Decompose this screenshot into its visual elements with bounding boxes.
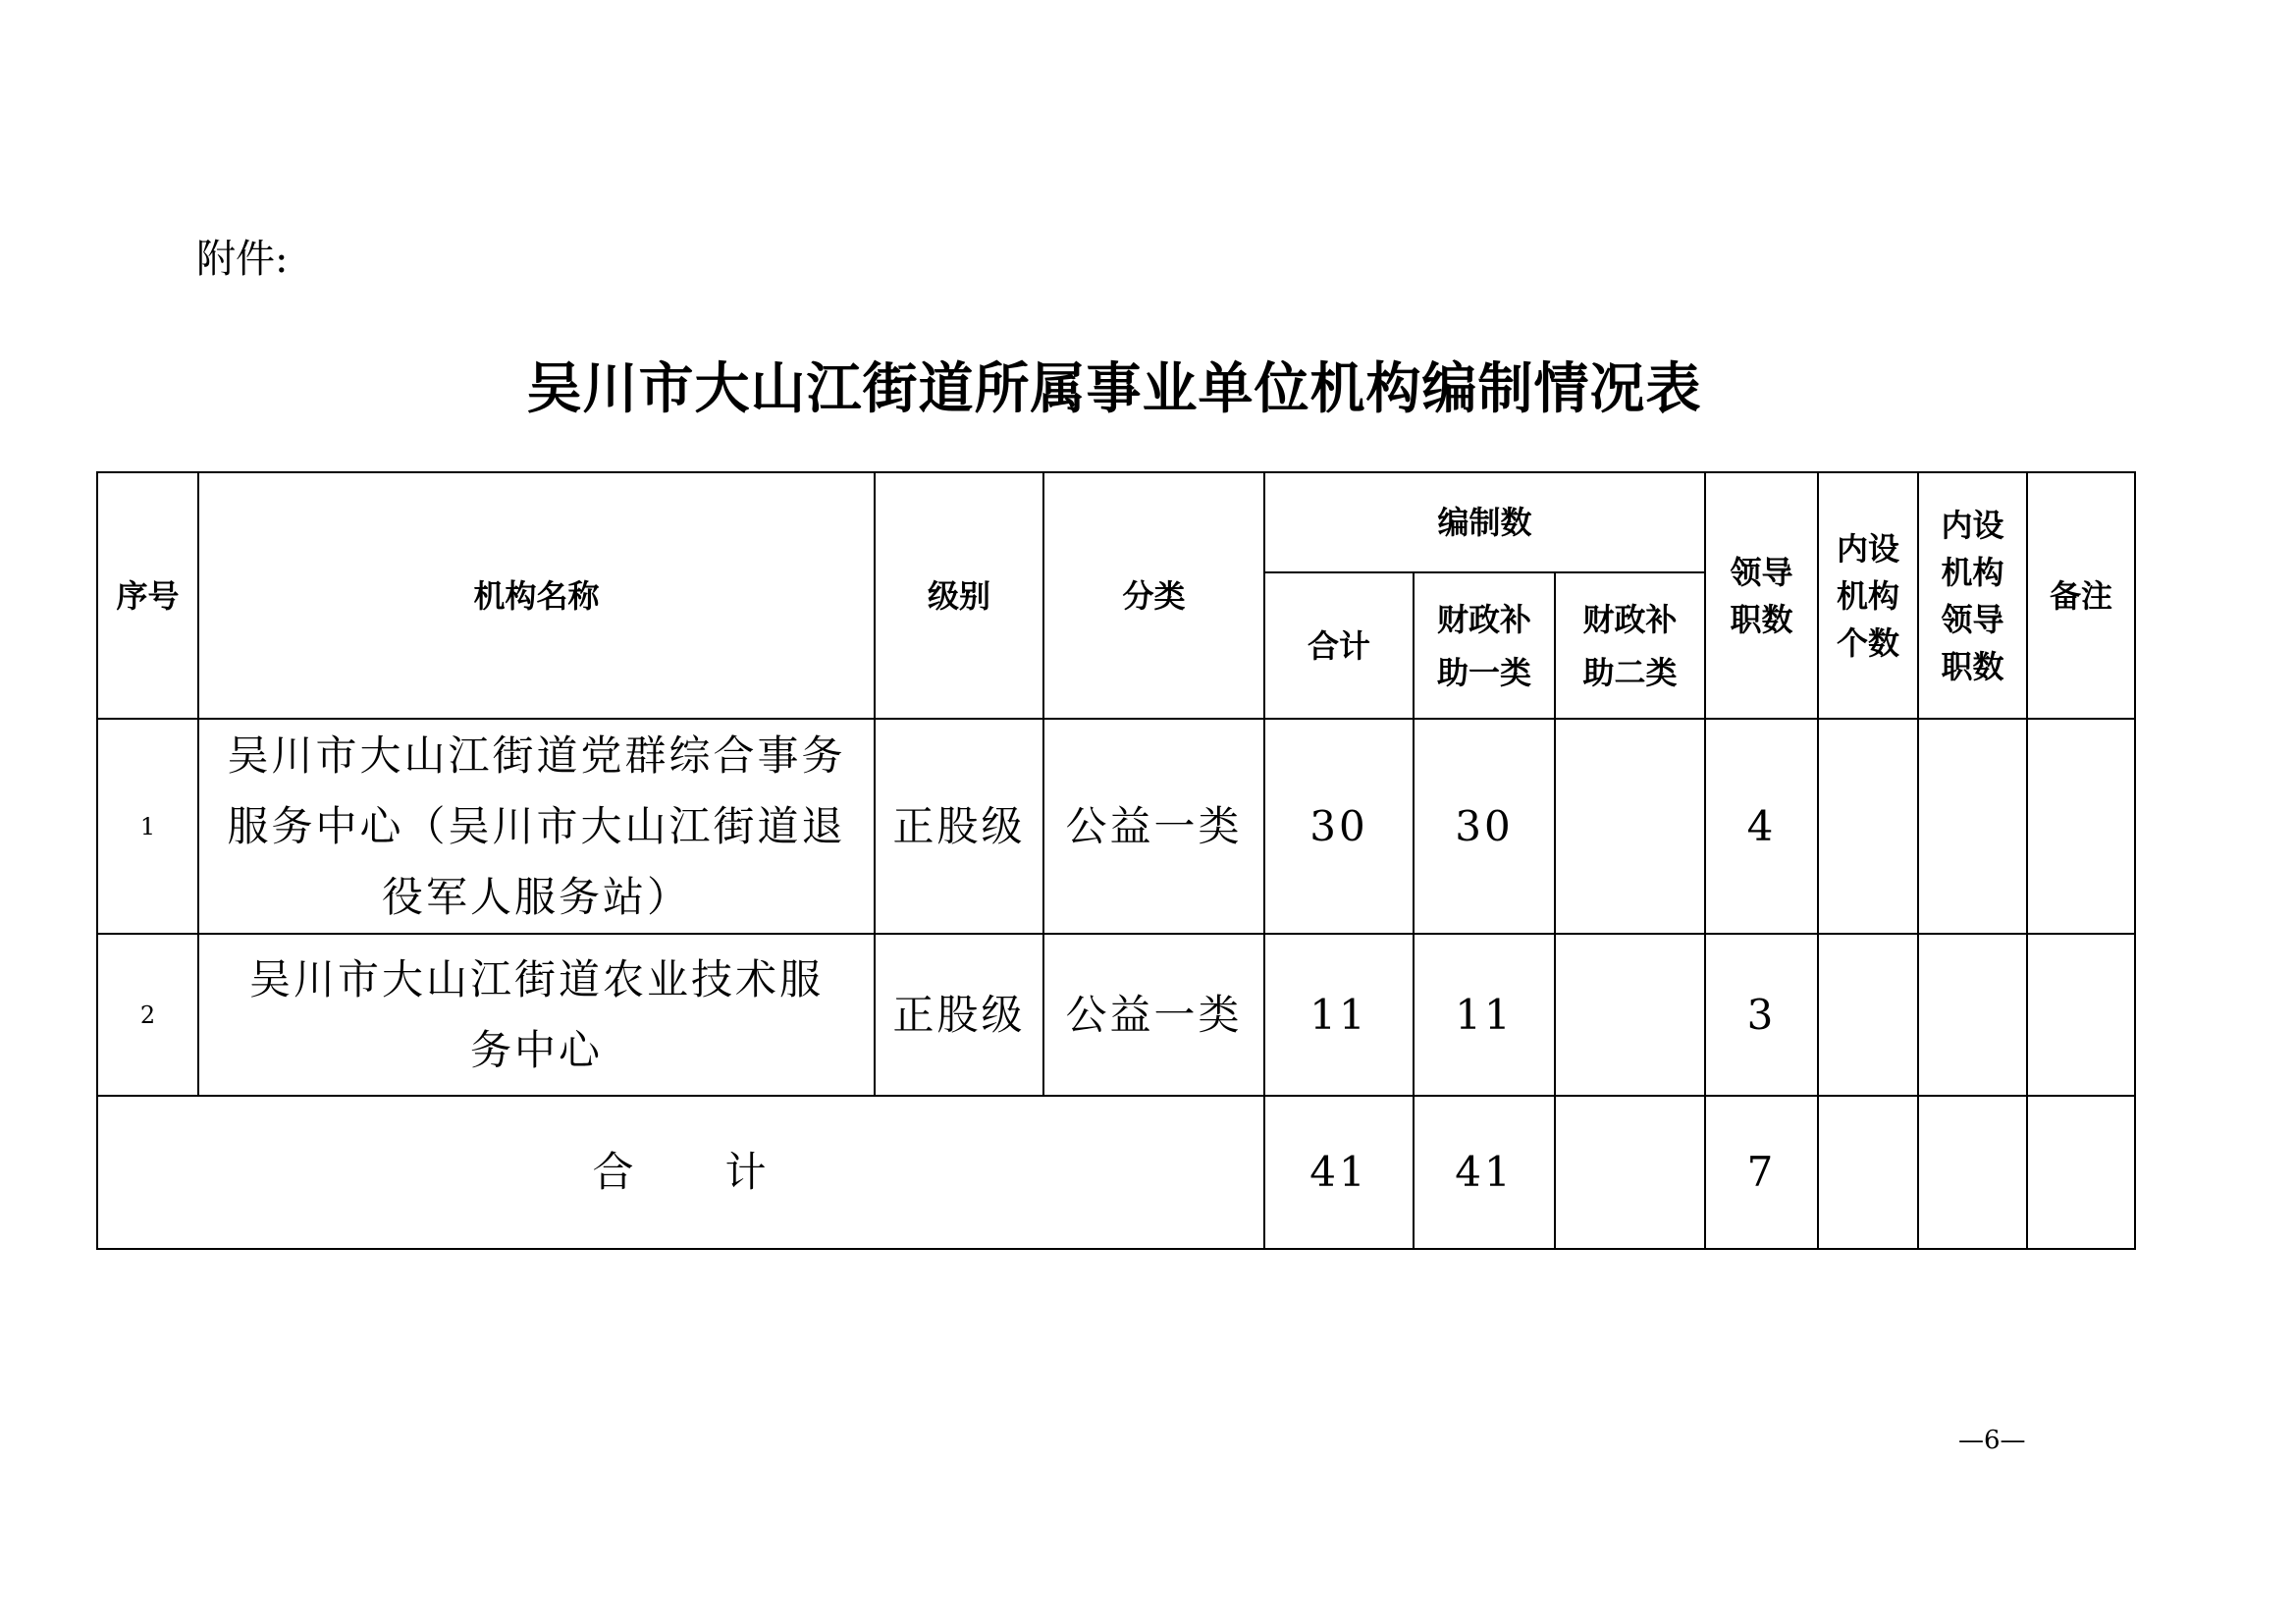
summary-leaders: 7 xyxy=(1705,1096,1818,1249)
header-level: 级别 xyxy=(875,472,1043,719)
cell-index: 1 xyxy=(97,719,198,934)
cell-name: 吴川市大山江街道党群综合事务服务中心（吴川市大山江街道退役军人服务站） xyxy=(198,719,875,934)
table-row xyxy=(97,934,2135,1096)
summary-remarks xyxy=(2027,1096,2135,1249)
cell-fiscal2 xyxy=(1555,719,1705,934)
cell-remarks xyxy=(2027,934,2135,1096)
summary-internal-units xyxy=(1818,1096,1918,1249)
cell-leaders: 4 xyxy=(1705,719,1818,934)
cell-index: 2 xyxy=(97,934,198,1096)
cell-name: 吴川市大山江街道农业技术服务中心 xyxy=(198,934,875,1096)
cell-internal-leaders xyxy=(1918,719,2027,934)
page-number: —6— xyxy=(1958,1426,2026,1455)
summary-row xyxy=(97,1096,2135,1249)
cell-category: 公益一类 xyxy=(1043,719,1264,934)
cell-level: 正股级 xyxy=(875,934,1043,1096)
header-remarks: 备注 xyxy=(2027,472,2135,719)
header-name: 机构名称 xyxy=(198,472,875,719)
summary-fiscal2 xyxy=(1555,1096,1705,1249)
staffing-table xyxy=(96,471,2136,1250)
cell-internal-units xyxy=(1818,934,1918,1096)
header-category: 分类 xyxy=(1043,472,1264,719)
header-fiscal1: 财政补助一类 xyxy=(1414,572,1555,719)
summary-internal-leaders xyxy=(1918,1096,2027,1249)
document-title: 吴川市大山江街道所属事业单位机构编制情况表 xyxy=(526,356,1702,421)
header-index: 序号 xyxy=(97,472,198,719)
table-row xyxy=(97,719,2135,934)
cell-fiscal1: 30 xyxy=(1414,719,1555,934)
header-internal-units: 内设机构个数 xyxy=(1818,472,1918,719)
summary-total: 41 xyxy=(1264,1096,1414,1249)
cell-internal-leaders xyxy=(1918,934,2027,1096)
cell-fiscal2 xyxy=(1555,934,1705,1096)
cell-category: 公益一类 xyxy=(1043,934,1264,1096)
header-total: 合计 xyxy=(1264,572,1414,719)
cell-internal-units xyxy=(1818,719,1918,934)
summary-fiscal1: 41 xyxy=(1414,1096,1555,1249)
cell-leaders: 3 xyxy=(1705,934,1818,1096)
summary-label: 合 计 xyxy=(97,1096,1264,1249)
cell-remarks xyxy=(2027,719,2135,934)
header-fiscal2: 财政补助二类 xyxy=(1555,572,1705,719)
header-leaders: 领导职数 xyxy=(1705,472,1818,719)
cell-level: 正股级 xyxy=(875,719,1043,934)
attachment-label: 附件: xyxy=(196,237,289,282)
cell-total: 11 xyxy=(1264,934,1414,1096)
cell-total: 30 xyxy=(1264,719,1414,934)
header-staffing: 编制数 xyxy=(1264,472,1705,572)
cell-fiscal1: 11 xyxy=(1414,934,1555,1096)
header-internal-leaders: 内设机构领导职数 xyxy=(1918,472,2027,719)
